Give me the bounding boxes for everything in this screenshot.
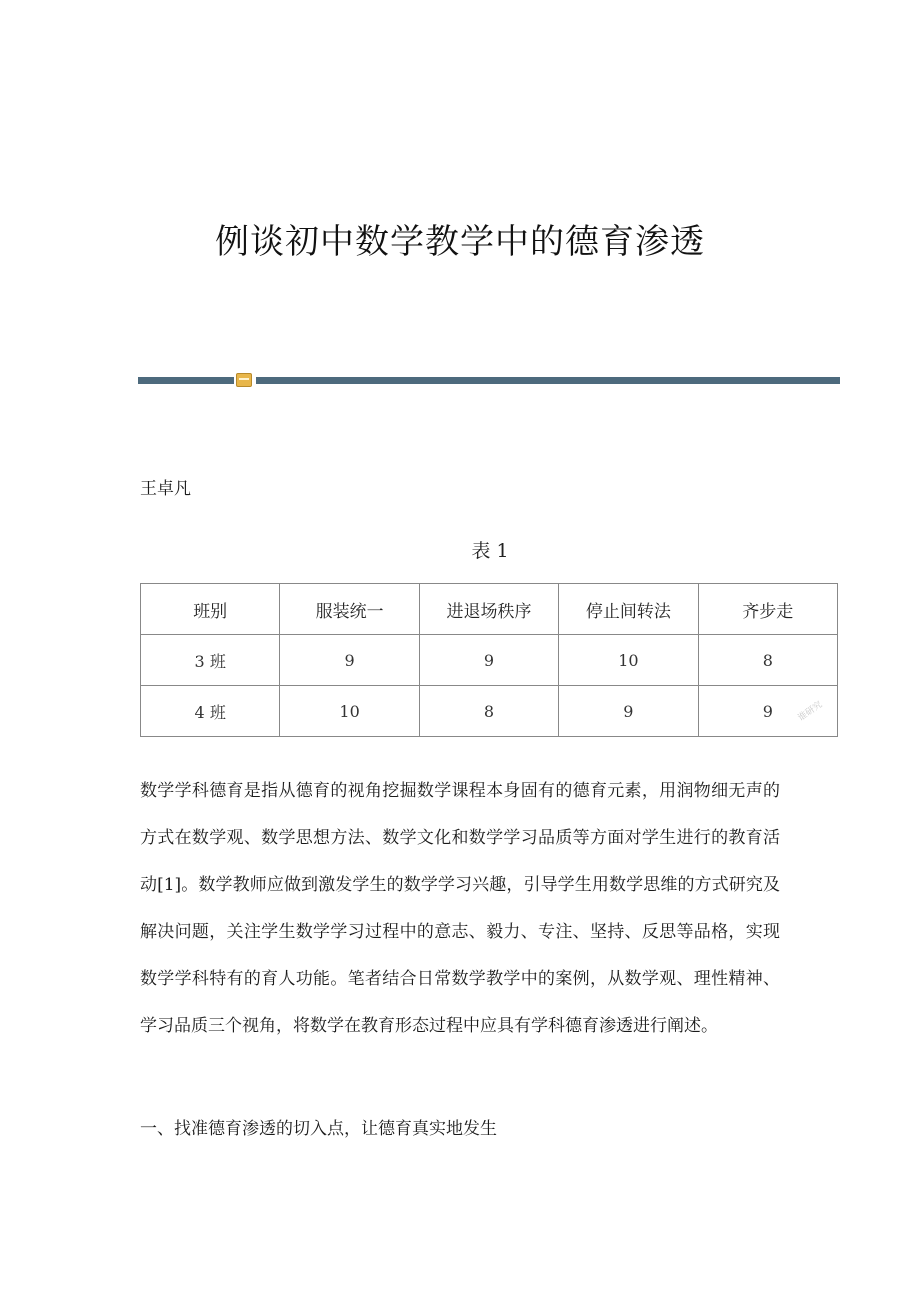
- table-cell: 4 班: [141, 686, 280, 737]
- table-cell: 10: [559, 635, 698, 686]
- title-divider: [138, 372, 840, 388]
- table-cell: 3 班: [141, 635, 280, 686]
- divider-bar-right: [256, 377, 840, 384]
- table-caption: 表 1: [471, 540, 509, 562]
- table-row: [141, 635, 838, 686]
- table-row: [141, 686, 838, 737]
- body-paragraph: 数学学科德育是指从德育的视角挖掘数学课程本身固有的德育元素，用润物细无声的方式在数学观、数学思想方法、数学文化和数学学习品质等方面对学生进行的教育活动[1]。数学教师应做到激发学生的数学学习兴趣，引导学生用数学思维的方式研究及解决问题，关注学生数学学习过程中的意志、毅力、专注、坚持、反思等品格，实现数学学科特有的育人功能。笔者结合日常数学教学中的案例，从数学观、理性精神、学习品质三个视角，将数学在教育形态过程中应具有学科德育渗透进行阐述。: [140, 781, 780, 1036]
- watermark-text: 谁研究: [796, 699, 825, 724]
- score-table: [140, 583, 838, 737]
- divider-bar-left: [138, 377, 234, 384]
- document-title: 例谈初中数学教学中的德育渗透: [215, 222, 705, 262]
- table-cell: 8: [698, 635, 837, 686]
- table-cell: 9: [698, 686, 837, 737]
- table-cell: 10: [280, 686, 419, 737]
- section-heading: 一、找准德育渗透的切入点，让德育真实地发生: [140, 1119, 497, 1139]
- envelope-icon: [236, 373, 252, 387]
- table-cell: 9: [419, 635, 558, 686]
- header-class: 班别: [141, 584, 280, 635]
- table-header-row: [141, 584, 838, 635]
- header-uniform: 服装统一: [280, 584, 419, 635]
- header-turning: 停止间转法: [559, 584, 698, 635]
- table-cell: 9: [280, 635, 419, 686]
- table-cell: 9: [559, 686, 698, 737]
- table-cell: 8: [419, 686, 558, 737]
- header-entry-exit: 进退场秩序: [419, 584, 558, 635]
- header-marching: 齐步走: [698, 584, 837, 635]
- author-name: 王卓凡: [140, 479, 191, 499]
